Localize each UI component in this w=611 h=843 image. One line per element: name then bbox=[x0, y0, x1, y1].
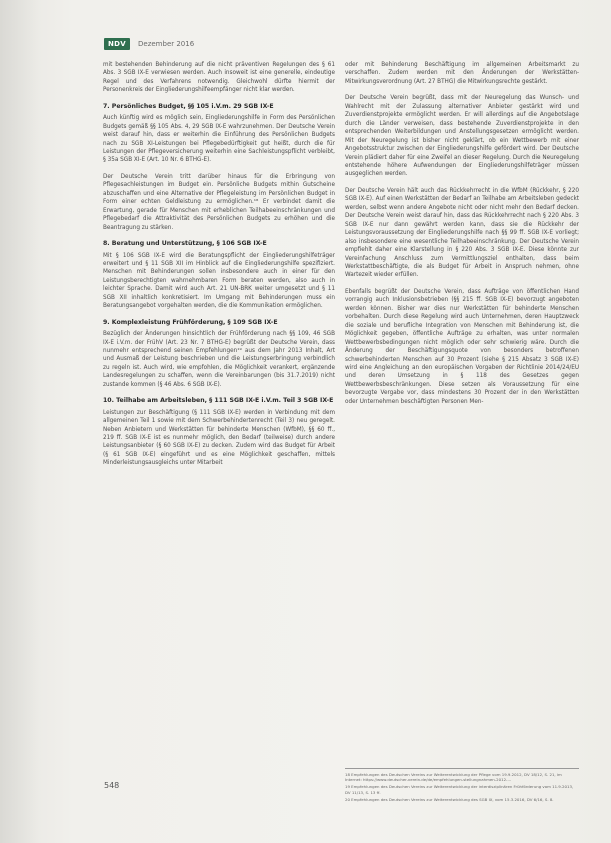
section-heading: 9. Komplexleistung Frühförderung, § 109 SGB IX-E bbox=[103, 318, 278, 326]
footnote: 19 Empfehlungen des Deutschen Vereins zur Weiterentwicklung der interdisziplinären Frühförderung vom 11.9.2013, DV 11/13, S. 13 ff. bbox=[345, 784, 574, 795]
page-header bbox=[104, 37, 194, 51]
journal-logo: NDV bbox=[104, 38, 130, 50]
issue-date: Dezember 2016 bbox=[138, 40, 195, 48]
paragraph: Auch künftig wird es möglich sein, Eingliederungshilfe in Form des Persönlichen Budgets gemäß §§ 105 Abs. 4, 29 SGB IX-E wahrzunehmen. Der Deutsche Verein weist darauf hin, dass er weiterhin die Einführung des Persönlichen Budgets nach zu SGB XI-Leistungen bei Pflegebedürftigkeit gut heißt, durch die für Leistungen der Pflegeversicherung weiterhin eine Sachleistungspflicht verbleibt, § 35a SGB XI-E (Art. 10 Nr. 6 BTHG-E). bbox=[103, 115, 335, 164]
footnote: 18 Empfehlungen des Deutschen Vereins zur Weiterentwicklung der Pflege vom 19.9.2012, DV 18/12, S. 21, im Internet: https://www.deutscher-verein.de/de/empfehlungen-stellungnahmen-2012-... bbox=[345, 772, 562, 783]
paragraph: Der Deutsche Verein hält auch das Rückkehrrecht in die WfbM (Rückkehr, § 220 SGB IX-E). Auf einen Werkstätten der Bedarf an Teilhabe am Arbeitsleben gedeckt werden, selbst wenn andere Angebote nicht oder nicht mehr den Bedarf decken. Der Deutsche Verein weist darauf hin, dass das Rückkehrrecht nach § 220 Abs. 3 SGB IX-E nur dann gewährt werden kann, dass sie die Rückkehr der Leistungsvoraussetzung der Eingliederungshilfe nach §§ 99 ff. SGB IX-E vorliegt; also insbesondere eine wesentliche Teilhabeeinschränkung. Der Deutsche Verein empfiehlt daher eine Klarstellung in § 220 Abs. 3 SGB IX-E. Diese könnte zur Vereinfachung Anschluss zum Vermittlungsziel enthalten, dass beim Werkstattbeschäftigte, die als Budget für Arbeit in Anspruch nehmen, ohne Wartezeit wieder erfüllen. bbox=[345, 187, 579, 279]
paragraph: Der Deutsche Verein tritt darüber hinaus für die Erbringung von Pflegesachleistungen im Budget ein. Persönliche Budgets mithin Gutscheine abzuschaffen und eine Alternative der Pflegeleistung im Persönlichen Budget in Form einer echten Geldleistung zu ermöglichen.¹⁸ Er verbindet damit die Erwartung, gerade für Menschen mit erheblichen Teilhabeeinschränkungen und Pflegebedarf die Attraktivität des Persönlichen Budgets zu erhöhen und die Beantragung zu stärken. bbox=[103, 173, 335, 231]
paragraph: Leistungen zur Beschäftigung (§ 111 SGB IX-E) werden in Verbindung mit dem allgemeinen Teil 1 sowie mit dem Schwerbehindertenrecht (Teil 3) neu geregelt. Neben Anbietern und Werkstätten für behinderte Menschen (WfbM), §§ 60 ff., 219 ff. SGB IX-E ist es nunmehr möglich, den Bedarf (teilweise) durch andere Leistungsanbieter (§ 60 SGB IX-E) zu decken. Zudem wird das Budget für Arbeit (§ 61 SGB IX-E) eingeführt und es eine Möglichkeit geschaffen, mittels Minderleistungsausgleichs unter Mitarbeit bbox=[103, 409, 335, 467]
section-heading: 10. Teilhabe am Arbeitsleben, § 111 SGB IX-E i.V.m. Teil 3 SGB IX-E bbox=[103, 397, 334, 405]
paragraph: Der Deutsche Verein begrüßt, dass mit der Neuregelung das Wunsch- und Wahlrecht mit der Zulassung alternativer Anbieter gestärkt wird und Zuverdienstprojekte ermöglicht werden. Er will allerdings auf die Angebotslage durch die Länder verweisen, dass bestehende Zuverdienstprojekte in den entsprechenden Weiterbildungen und Anstellungsgesetzen ermöglicht werden. Mit der Neuregelung ist bisher nicht geklärt, ob ein Wettbewerb mit einer Angebotsstruktur zwischen der Eingliederungshilfe gefördert wird. Der Deutsche Verein plädiert daher für eine Zweifel an dieser Regelung. Durch die Neuregelung entstehende höhere Aufwendungen der Eingliederungshilfeträger müssen ausgeglichen werden. bbox=[345, 95, 579, 178]
paragraph: Mit § 106 SGB IX-E wird die Beratungspflicht der Eingliederungshilfeträger erweitert und § 11 SGB XII im Hinblick auf die Eingliederungshilfe spezifiziert. Menschen mit Behinderungen sollen insbesondere auch in einer für den Leistungsberechtigten wahrnehmbaren Form beraten werden, also auch in leichter Sprache. Damit wird auch Art. 21 UN-BRK weiter umgesetzt und § 11 SGB XII inhaltlich konkretisiert. Im Umgang mit Behinderungen muss ein Beratungsangebot vorgehalten werden, die die Kommunikation ermöglichen. bbox=[103, 252, 335, 310]
footnote: 20 Empfehlungen des Deutschen Vereins zur Weiterentwicklung des SGB IX, vom 15.3.2016, DV 6/16, S. 8. bbox=[345, 796, 554, 802]
section-heading: 8. Beratung und Unterstützung, § 106 SGB IX-E bbox=[103, 240, 267, 248]
page-shadow bbox=[0, 0, 40, 843]
paragraph: oder mit Behinderung Beschäftigung im allgemeinen Arbeitsmarkt zu verschaffen. Zudem werden mit den Änderungen der Werkstätten-Mitwirkungsverordnung (Art. 27 BTHG) die Mitwirkungsrechte gestärkt. bbox=[345, 62, 579, 85]
paragraph: mit bestehenden Behinderung auf die nicht präventiven Regelungen des § 61 Abs. 3 SGB IX-E verwiesen werden. Auch insoweit ist eine generelle, eindeutige Regel und des Verfahrens notwendig. Gleichwohl dürfte hiermit der Personenkreis der Eingliederungshilfeempfänger nicht klar werden. bbox=[103, 62, 335, 94]
right-column bbox=[345, 61, 579, 414]
paragraph: Bezüglich der Änderungen hinsichtlich der Frühförderung nach §§ 109, 46 SGB IX-E i.V.m. der FrühV (Art. 23 Nr. 7 BTHG-E) begrüßt der Deutsche Verein, dass nunmehr entsprechend seinen Empfehlungen¹⁹ aus dem Jahr 2013 Inhalt, Art und Ausmaß der Leistung beschrieben und die Leistungserbringung verbindlich zu regeln ist. Auch wird, wie empfohlen, die Möglichkeit verankert, ergänzende Landesregelungen zu schaffen, wenn die Vereinbarungen (bis 31.7.2019) nicht zustande kommen (§ 46 Abs. 6 SGB IX-E). bbox=[103, 331, 335, 388]
paragraph: Ebenfalls begrüßt der Deutsche Verein, dass Aufträge von öffentlichen Hand vorrangig auch Inklusionsbetrieben (§§ 215 ff. SGB IX-E) bevorzugt angeboten werden können. Bisher war dies nur Werkstätten für behinderte Menschen vorbehalten. Durch diese Regelung wird auch Unternehmen, deren Hauptzweck die soziale und berufliche Integration von Menschen mit Behinderung ist, die Möglichkeit gegeben, öffentliche Aufträge zu erhalten, was unter normalen Wettbewerbsbedingungen nicht möglich oder sehr schwierig wäre. Durch die Änderung der Beschäftigungsquote von besonders betroffenen schwerbehinderten Menschen auf 30 Prozent (siehe § 215 Absatz 3 SGB IX-E) wird eine Angleichung an den europäischen Vorgaben der Richtlinie 2014/24/EU und deren Umsetzung in § 118 des Gesetzes gegen Wettbewerbsbeschränkungen. Diese setzen als Voraussetzung für eine bevorzugte Vergabe vor, dass mindestens 30 Prozent der in den Werkstätten oder Unternehmen beschäftigten Personen Men- bbox=[345, 288, 579, 405]
page-number: 548 bbox=[104, 781, 120, 790]
section-heading: 7. Persönliches Budget, §§ 105 i.V.m. 29 SGB IX-E bbox=[103, 102, 274, 110]
left-column bbox=[103, 61, 335, 476]
footnotes bbox=[345, 768, 579, 804]
